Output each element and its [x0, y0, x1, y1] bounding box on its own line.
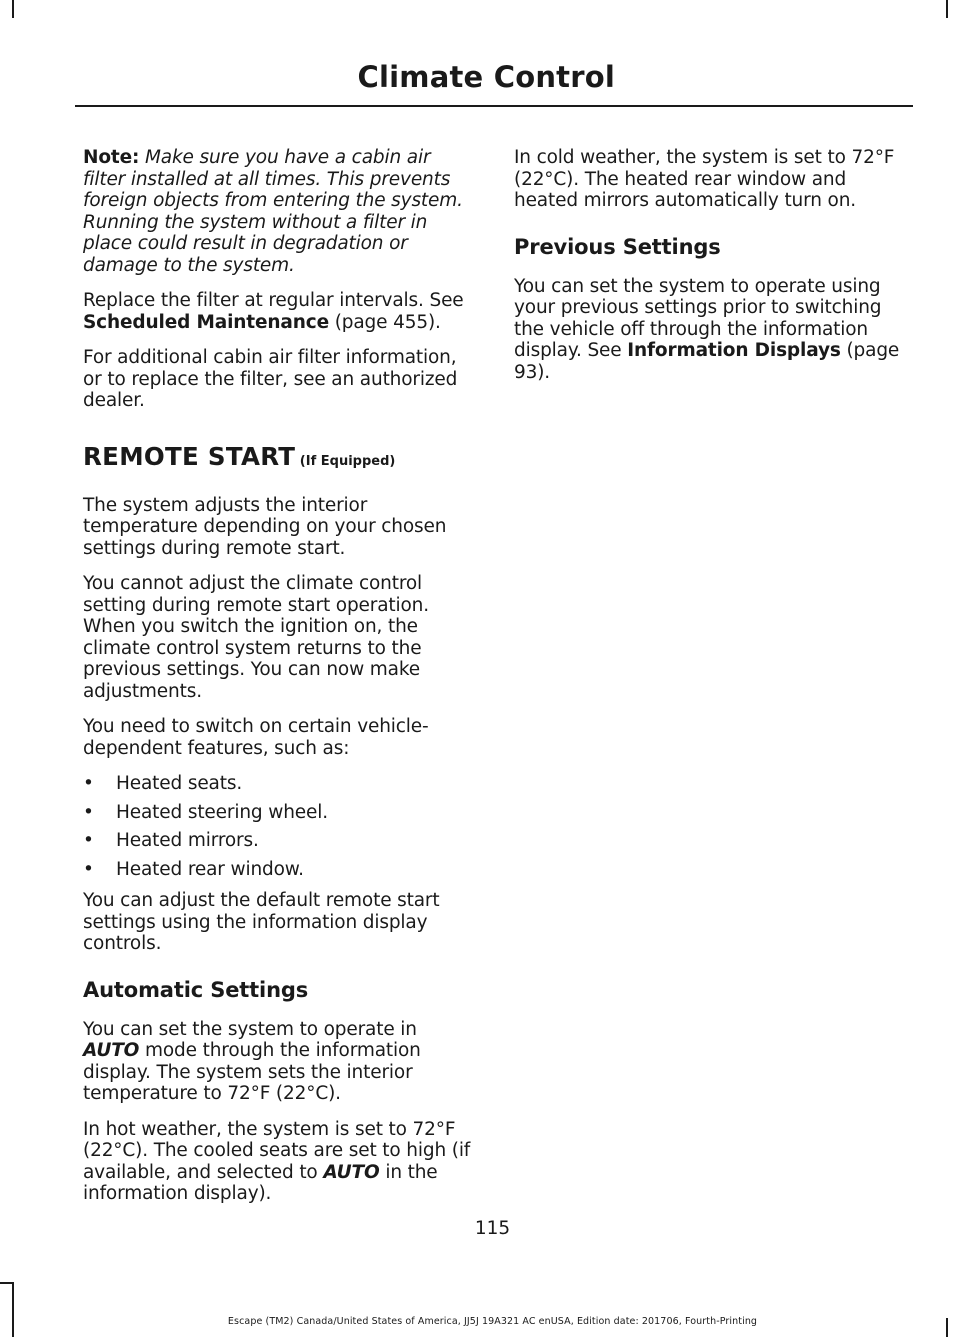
footer-edition-info: Escape (TM2) Canada/United States of America, JJ5J 19A321 AC enUSA, Edition date: 201706, Fourth-Printing	[227, 1316, 758, 1327]
scheduled-maintenance-link[interactable]: Scheduled Maintenance	[83, 311, 329, 333]
auto-mode-paragraph: You can set the system to operate in AUTO mode through the information display. The system sets the interior temperature to 72°F (22°C).	[83, 1018, 421, 1104]
list-item: • Heated steering wheel.	[83, 802, 478, 824]
automatic-settings-heading: Automatic Settings	[83, 977, 309, 1002]
right-column	[514, 147, 912, 397]
note-label: Note:	[83, 147, 140, 168]
crop-mark-bottom-left	[12, 1282, 14, 1337]
auto-term: AUTO	[83, 1040, 140, 1061]
features-intro-paragraph: You need to switch on certain vehicle-dependent features, such as:	[83, 716, 429, 759]
cold-weather-paragraph: In cold weather, the system is set to 72°F (22°C). The heated rear window and heated mirrors automatically turn on.	[514, 147, 895, 211]
remote-start-heading: REMOTE START (If Equipped)	[83, 441, 396, 471]
adjusts-paragraph: The system adjusts the interior temperature depending on your chosen settings during remote start.	[83, 494, 447, 559]
if-equipped-label: (If Equipped)	[295, 453, 396, 469]
list-item: • Heated rear window.	[83, 859, 478, 881]
header-rule	[75, 105, 913, 107]
replace-filter-paragraph: Replace the filter at regular intervals. See Scheduled Maintenance (page 455).	[83, 290, 464, 333]
features-list	[83, 773, 478, 880]
crop-mark-top-right	[946, 0, 948, 18]
auto-term: AUTO	[323, 1161, 380, 1183]
note-text: Make sure you have a cabin air filter installed at all times. This prevents foreign objects from entering the system. Running the system without a filter in place could result in degradation or damage to the system.	[83, 147, 463, 276]
default-settings-paragraph: You can adjust the default remote start settings using the information display controls.	[83, 890, 440, 954]
previous-settings-paragraph: You can set the system to operate using your previous settings prior to switching the vehicle off through the information display. See Information Displays (page 93).	[514, 275, 900, 383]
section-title: Climate Control	[357, 60, 615, 94]
list-item: • Heated seats.	[83, 773, 478, 795]
cannot-adjust-paragraph: You cannot adjust the climate control setting during remote start operation. When you switch the ignition on, the climate control system returns to the previous settings. You can now make adjustments.	[83, 573, 429, 702]
additional-info-paragraph: For additional cabin air filter information, or to replace the filter, see an authorized dealer.	[83, 347, 458, 411]
left-column	[83, 147, 478, 1219]
hot-weather-paragraph: In hot weather, the system is set to 72°F (22°C). The cooled seats are set to high (if available, and selected to AUTO in the information display).	[83, 1118, 471, 1204]
crop-mark-top-left	[12, 0, 14, 18]
crop-mark-bottom-left-h	[0, 1282, 14, 1284]
note-paragraph	[83, 147, 478, 276]
list-item: • Heated mirrors.	[83, 830, 478, 852]
information-displays-link[interactable]: Information Displays	[627, 340, 841, 361]
page-number: 115	[474, 1218, 511, 1239]
previous-settings-heading: Previous Settings	[514, 234, 721, 259]
